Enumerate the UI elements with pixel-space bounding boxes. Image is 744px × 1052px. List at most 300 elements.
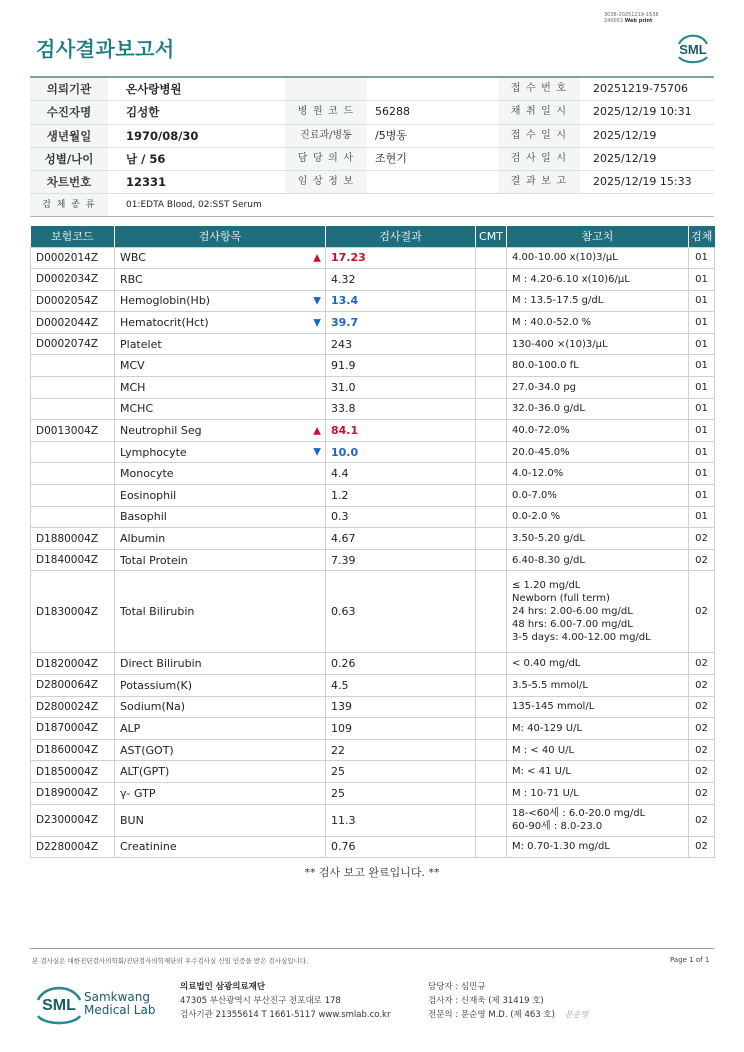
- test-item-name: MCHC: [120, 402, 154, 416]
- info-label: 결 과 보 고: [510, 176, 568, 188]
- table-row: [31, 506, 715, 528]
- table-row: [31, 269, 715, 291]
- result-value: [326, 377, 476, 399]
- reference-range: [507, 355, 689, 377]
- insurance-code: D1830004Z: [31, 571, 115, 653]
- insurance-code: [31, 355, 115, 377]
- specimen-code: 01: [689, 441, 715, 463]
- reference-range: [507, 528, 689, 550]
- test-item-cell: [115, 506, 326, 528]
- test-item-name: Potassium(K): [120, 678, 193, 692]
- reference-range: [507, 653, 689, 675]
- result-value: [326, 718, 476, 740]
- info-label: 의뢰기관: [46, 82, 92, 96]
- result-number: 10.0: [331, 445, 359, 459]
- table-row: [31, 398, 715, 420]
- reference-line: 0.0-7.0%: [512, 489, 557, 501]
- table-row: [31, 312, 715, 334]
- table-row: [31, 290, 715, 312]
- reference-line: M : < 40 U/L: [512, 744, 575, 756]
- insurance-code: D1840004Z: [31, 549, 115, 571]
- reference-line: M : 13.5-17.5 g/dL: [512, 295, 604, 307]
- organization-info: [180, 980, 390, 1022]
- reference-line: M : 4.20-6.10 x(10)6/μL: [512, 273, 630, 285]
- test-item-cell: [115, 718, 326, 740]
- cmt-cell: [476, 836, 507, 858]
- specimen-code: 01: [689, 420, 715, 442]
- staff-line-tester: 검사자 : 신재욱 (제 31419 호): [428, 996, 544, 1006]
- test-item-name: MCH: [120, 380, 146, 394]
- label-bg: [285, 78, 367, 100]
- test-item-cell: [115, 485, 326, 507]
- document-code-id: 240053: [604, 18, 624, 24]
- specimen-code: 02: [689, 571, 715, 653]
- table-row: [31, 247, 715, 269]
- test-item-cell: [115, 290, 326, 312]
- result-number: 243: [331, 337, 352, 351]
- info-label: 병 원 코 드: [297, 106, 355, 118]
- cmt-cell: [476, 571, 507, 653]
- info-value: 12331: [126, 175, 167, 190]
- result-value: [326, 506, 476, 528]
- cmt-cell: [476, 675, 507, 697]
- specimen-code: 01: [689, 398, 715, 420]
- header-cmt: CMT: [476, 226, 507, 247]
- cmt-cell: [476, 653, 507, 675]
- insurance-code: D2800024Z: [31, 696, 115, 718]
- reference-range: [507, 441, 689, 463]
- result-number: 0.26: [331, 657, 356, 671]
- reference-range: [507, 571, 689, 653]
- result-number: 33.8: [331, 402, 356, 416]
- reference-range: [507, 761, 689, 783]
- reference-line: 60-90세 : 8.0-23.0: [512, 821, 603, 833]
- insurance-code: D0013004Z: [31, 420, 115, 442]
- test-item-cell: [115, 528, 326, 550]
- result-number: 7.39: [331, 553, 356, 567]
- table-row: [31, 696, 715, 718]
- info-label: 성별/나이: [44, 151, 94, 166]
- result-value: [326, 312, 476, 334]
- table-row: [31, 355, 715, 377]
- info-value: 2025/12/19: [593, 151, 657, 165]
- result-number: 4.5: [331, 678, 349, 692]
- info-row: [30, 78, 714, 101]
- result-number: 39.7: [331, 316, 359, 330]
- brand-name-line1: Samkwang: [84, 990, 150, 1004]
- cmt-cell: [476, 549, 507, 571]
- insurance-code: D0002034Z: [31, 269, 115, 291]
- result-value: [326, 420, 476, 442]
- test-item-name: γ- GTP: [120, 786, 156, 800]
- test-item-cell: [115, 312, 326, 334]
- result-number: 22: [331, 743, 345, 757]
- specimen-code: 02: [689, 836, 715, 858]
- test-item-cell: [115, 653, 326, 675]
- reference-line: 3-5 days: 4.00-12.00 mg/dL: [512, 632, 651, 644]
- specimen-label: 검 체 종 류: [42, 200, 96, 211]
- result-number: 1.2: [331, 488, 349, 502]
- test-item-cell: [115, 549, 326, 571]
- result-value: [326, 761, 476, 783]
- test-item-name: Creatinine: [120, 840, 177, 854]
- table-row: [31, 571, 715, 653]
- specimen-code: 02: [689, 782, 715, 804]
- page-number: Page 1 of 1: [670, 956, 710, 964]
- result-value: [326, 528, 476, 550]
- result-number: 139: [331, 700, 352, 714]
- info-row: [30, 171, 714, 194]
- table-row: [31, 463, 715, 485]
- insurance-code: D2280004Z: [31, 836, 115, 858]
- low-flag-icon: ▼: [313, 446, 321, 458]
- test-item-cell: [115, 804, 326, 836]
- reference-line: ≤ 1.20 mg/dL: [512, 580, 581, 592]
- test-item-name: Sodium(Na): [120, 700, 185, 714]
- specimen-code: 01: [689, 290, 715, 312]
- result-value: [326, 290, 476, 312]
- signature: 문순영: [564, 1010, 589, 1019]
- insurance-code: D0002054Z: [31, 290, 115, 312]
- table-row: [31, 377, 715, 399]
- test-item-cell: [115, 247, 326, 269]
- reference-range: [507, 333, 689, 355]
- reference-range: [507, 696, 689, 718]
- reference-line: M : 10-71 U/L: [512, 787, 579, 799]
- result-value: [326, 398, 476, 420]
- test-item-cell: [115, 761, 326, 783]
- info-value: 온사랑병원: [126, 82, 182, 96]
- cmt-cell: [476, 696, 507, 718]
- info-label: 임 상 정 보: [297, 176, 355, 188]
- reference-range: [507, 269, 689, 291]
- organization-address: 47305 부산광역시 부산진구 전포대로 178: [180, 996, 341, 1006]
- info-label: 접 수 일 시: [510, 129, 568, 141]
- low-flag-icon: ▼: [313, 317, 321, 329]
- result-number: 25: [331, 765, 345, 779]
- insurance-code: [31, 441, 115, 463]
- cmt-cell: [476, 355, 507, 377]
- cmt-cell: [476, 463, 507, 485]
- result-number: 11.3: [331, 813, 356, 827]
- table-header-row: [31, 226, 715, 247]
- reference-range: [507, 247, 689, 269]
- insurance-code: [31, 463, 115, 485]
- insurance-code: D2300004Z: [31, 804, 115, 836]
- cmt-cell: [476, 312, 507, 334]
- result-value: [326, 804, 476, 836]
- test-item-name: Neutrophil Seg: [120, 424, 202, 438]
- reference-range: [507, 675, 689, 697]
- reference-range: [507, 739, 689, 761]
- specimen-code: 01: [689, 485, 715, 507]
- result-number: 109: [331, 721, 352, 735]
- reference-line: 135-145 mmol/L: [512, 701, 595, 713]
- insurance-code: D1880004Z: [31, 528, 115, 550]
- cmt-cell: [476, 782, 507, 804]
- result-value: [326, 269, 476, 291]
- test-item-cell: [115, 739, 326, 761]
- brand-name: [84, 991, 155, 1017]
- info-label: 수진자명: [46, 105, 92, 120]
- reference-range: [507, 377, 689, 399]
- info-label: 생년월일: [46, 128, 92, 143]
- result-value: [326, 355, 476, 377]
- reference-line: 40.0-72.0%: [512, 425, 570, 437]
- insurance-code: D1850004Z: [31, 761, 115, 783]
- specimen-code: 02: [689, 718, 715, 740]
- report-complete-note: ** 검사 보고 완료입니다. **: [304, 866, 440, 879]
- result-value: [326, 653, 476, 675]
- reference-range: [507, 782, 689, 804]
- reference-range: [507, 463, 689, 485]
- table-row: [31, 549, 715, 571]
- specimen-code: 01: [689, 312, 715, 334]
- info-label: 차트번호: [46, 175, 92, 190]
- test-item-name: AST(GOT): [120, 743, 174, 757]
- reference-range: [507, 290, 689, 312]
- document-code: [604, 12, 659, 24]
- insurance-code: D1860004Z: [31, 739, 115, 761]
- document-code-line: [604, 18, 659, 24]
- info-value: 조현기: [375, 151, 407, 165]
- result-number: 25: [331, 786, 345, 800]
- info-label: 접 수 번 호: [510, 83, 568, 94]
- cmt-cell: [476, 761, 507, 783]
- result-number: 0.3: [331, 510, 349, 524]
- info-value: 20251219-75706: [593, 82, 688, 95]
- reference-range: [507, 804, 689, 836]
- table-row: [31, 836, 715, 858]
- insurance-code: [31, 485, 115, 507]
- table-row: [31, 675, 715, 697]
- specimen-code: 02: [689, 675, 715, 697]
- cmt-cell: [476, 377, 507, 399]
- result-number: 0.63: [331, 605, 356, 619]
- specimen-code: 02: [689, 696, 715, 718]
- header-result: 검사결과: [326, 226, 476, 247]
- test-item-cell: [115, 782, 326, 804]
- info-label: 진료과/병동: [300, 129, 352, 141]
- reference-line: 48 hrs: 6.00-7.00 mg/dL: [512, 619, 633, 631]
- insurance-code: D0002014Z: [31, 247, 115, 269]
- info-value: 2025/12/19 10:31: [593, 105, 692, 119]
- staff-line-manager: 담당자 : 심민규: [428, 982, 486, 992]
- specimen-code: 02: [689, 528, 715, 550]
- cmt-cell: [476, 420, 507, 442]
- test-item-cell: [115, 333, 326, 355]
- brand-mark-text: SML: [42, 997, 76, 1014]
- test-item-cell: [115, 696, 326, 718]
- web-print-label: Web print: [624, 18, 653, 24]
- test-item-cell: [115, 441, 326, 463]
- table-row: [31, 485, 715, 507]
- insurance-code: [31, 398, 115, 420]
- reference-range: [507, 312, 689, 334]
- test-item-name: Hemoglobin(Hb): [120, 294, 211, 308]
- specimen-code: 02: [689, 739, 715, 761]
- high-flag-icon: ▲: [313, 425, 321, 437]
- specimen-code: 01: [689, 355, 715, 377]
- table-row: [31, 782, 715, 804]
- test-item-name: Hematocrit(Hct): [120, 316, 209, 330]
- page-title: 검사결과보고서: [36, 37, 175, 61]
- cmt-cell: [476, 247, 507, 269]
- test-item-cell: [115, 463, 326, 485]
- result-number: 4.4: [331, 467, 349, 481]
- sml-logo-text: SML: [679, 42, 707, 57]
- reference-range: [507, 420, 689, 442]
- insurance-code: D0002074Z: [31, 333, 115, 355]
- specimen-code: 02: [689, 804, 715, 836]
- reference-line: 130-400 ×(10)3/μL: [512, 338, 608, 350]
- reference-line: M : 40.0-52.0 %: [512, 317, 592, 329]
- reference-line: 6.40-8.30 g/dL: [512, 554, 585, 566]
- result-number: 4.32: [331, 272, 356, 286]
- insurance-code: D1890004Z: [31, 782, 115, 804]
- table-row: [31, 739, 715, 761]
- reference-line: 3.50-5.20 g/dL: [512, 533, 585, 545]
- header-insurance-code: 보험코드: [31, 226, 115, 247]
- document-code-line: 3038-20251219-1538: [604, 12, 659, 18]
- test-item-cell: [115, 377, 326, 399]
- specimen-code: 01: [689, 463, 715, 485]
- cmt-cell: [476, 333, 507, 355]
- reference-range: [507, 485, 689, 507]
- staff-info: [428, 980, 588, 1022]
- reference-line: 4.0-12.0%: [512, 468, 564, 480]
- test-item-name: Basophil: [120, 510, 167, 524]
- cmt-cell: [476, 718, 507, 740]
- result-number: 31.0: [331, 380, 356, 394]
- info-label: 채 취 일 시: [510, 106, 568, 118]
- info-value: 남 / 56: [126, 151, 166, 166]
- reference-line: 27.0-34.0 pg: [512, 381, 577, 393]
- footer-divider: [30, 948, 714, 949]
- patient-info-block: [30, 76, 714, 217]
- cmt-cell: [476, 290, 507, 312]
- cmt-cell: [476, 269, 507, 291]
- result-value: [326, 333, 476, 355]
- specimen-row: [30, 194, 714, 217]
- insurance-code: [31, 506, 115, 528]
- table-row: [31, 528, 715, 550]
- reference-line: 24 hrs: 2.00-6.00 mg/dL: [512, 606, 633, 618]
- table-row: [31, 804, 715, 836]
- specimen-code: 02: [689, 761, 715, 783]
- specimen-code: 01: [689, 269, 715, 291]
- result-number: 17.23: [331, 251, 366, 265]
- insurance-code: D1870004Z: [31, 718, 115, 740]
- test-item-name: Platelet: [120, 337, 162, 351]
- info-row: [30, 101, 714, 124]
- info-value: /5병동: [375, 128, 407, 142]
- cmt-cell: [476, 739, 507, 761]
- result-value: [326, 696, 476, 718]
- test-item-name: MCV: [120, 359, 145, 373]
- specimen-code: 02: [689, 549, 715, 571]
- info-value: 1970/08/30: [126, 128, 199, 143]
- specimen-code: 02: [689, 653, 715, 675]
- cmt-cell: [476, 485, 507, 507]
- header-specimen: 검체: [689, 226, 715, 247]
- high-flag-icon: ▲: [313, 252, 321, 264]
- result-value: [326, 247, 476, 269]
- header-reference: 참고치: [507, 226, 689, 247]
- insurance-code: D2800064Z: [31, 675, 115, 697]
- result-value: [326, 441, 476, 463]
- specimen-code: 01: [689, 377, 715, 399]
- brand-name-line2: Medical Lab: [84, 1003, 156, 1017]
- reference-range: [507, 398, 689, 420]
- test-item-name: ALT(GPT): [120, 765, 170, 779]
- cmt-cell: [476, 528, 507, 550]
- organization-contact: 검사기관 21355614 T 1661-5117 www.smlab.co.kr: [180, 1010, 391, 1020]
- test-item-name: ALP: [120, 721, 141, 735]
- reference-range: [507, 718, 689, 740]
- info-row: [30, 125, 714, 148]
- test-item-name: BUN: [120, 813, 144, 827]
- table-row: [31, 333, 715, 355]
- test-item-cell: [115, 571, 326, 653]
- result-number: 4.67: [331, 532, 356, 546]
- reference-line: 32.0-36.0 g/dL: [512, 403, 585, 415]
- accreditation-notice: 본 검사실은 대한진단검사의학회/진단검사의학재단의 우수검사실 신임 인증을 받은 검사실입니다.: [32, 957, 309, 965]
- test-item-cell: [115, 398, 326, 420]
- specimen-code: 01: [689, 247, 715, 269]
- result-value: [326, 836, 476, 858]
- reference-line: < 0.40 mg/dL: [512, 658, 581, 670]
- header-test-item: 검사항목: [115, 226, 326, 247]
- table-row: [31, 718, 715, 740]
- info-value: 56288: [375, 105, 410, 119]
- info-value: 김성한: [126, 105, 160, 120]
- reference-line: 80.0-100.0 fL: [512, 360, 579, 372]
- result-value: [326, 675, 476, 697]
- reference-line: 18-<60세 : 6.0-20.0 mg/dL: [512, 808, 646, 820]
- result-value: [326, 782, 476, 804]
- specimen-code: 01: [689, 506, 715, 528]
- result-value: [326, 463, 476, 485]
- reference-line: 20.0-45.0%: [512, 446, 570, 458]
- test-item-name: RBC: [120, 272, 143, 286]
- test-item-name: Eosinophil: [120, 488, 177, 502]
- result-value: [326, 485, 476, 507]
- cmt-cell: [476, 506, 507, 528]
- info-value: 2025/12/19 15:33: [593, 175, 692, 189]
- test-item-name: Albumin: [120, 532, 166, 546]
- result-value: [326, 739, 476, 761]
- insurance-code: [31, 377, 115, 399]
- insurance-code: D0002044Z: [31, 312, 115, 334]
- info-label: 담 당 의 사: [297, 152, 355, 164]
- reference-range: [507, 506, 689, 528]
- staff-specialist-text: 전문의 : 문순영 M.D. (제 463 호): [428, 1010, 555, 1020]
- test-item-name: Monocyte: [120, 467, 174, 481]
- reference-range: [507, 549, 689, 571]
- specimen-code: 01: [689, 333, 715, 355]
- cmt-cell: [476, 804, 507, 836]
- reference-range: [507, 836, 689, 858]
- info-row: [30, 148, 714, 171]
- sml-logo-icon: [673, 28, 713, 64]
- info-label: 검 사 일 시: [510, 152, 568, 164]
- result-number: 13.4: [331, 294, 359, 308]
- table-row: [31, 441, 715, 463]
- cmt-cell: [476, 398, 507, 420]
- reference-line: M: 40-129 U/L: [512, 722, 583, 734]
- result-number: 91.9: [331, 359, 356, 373]
